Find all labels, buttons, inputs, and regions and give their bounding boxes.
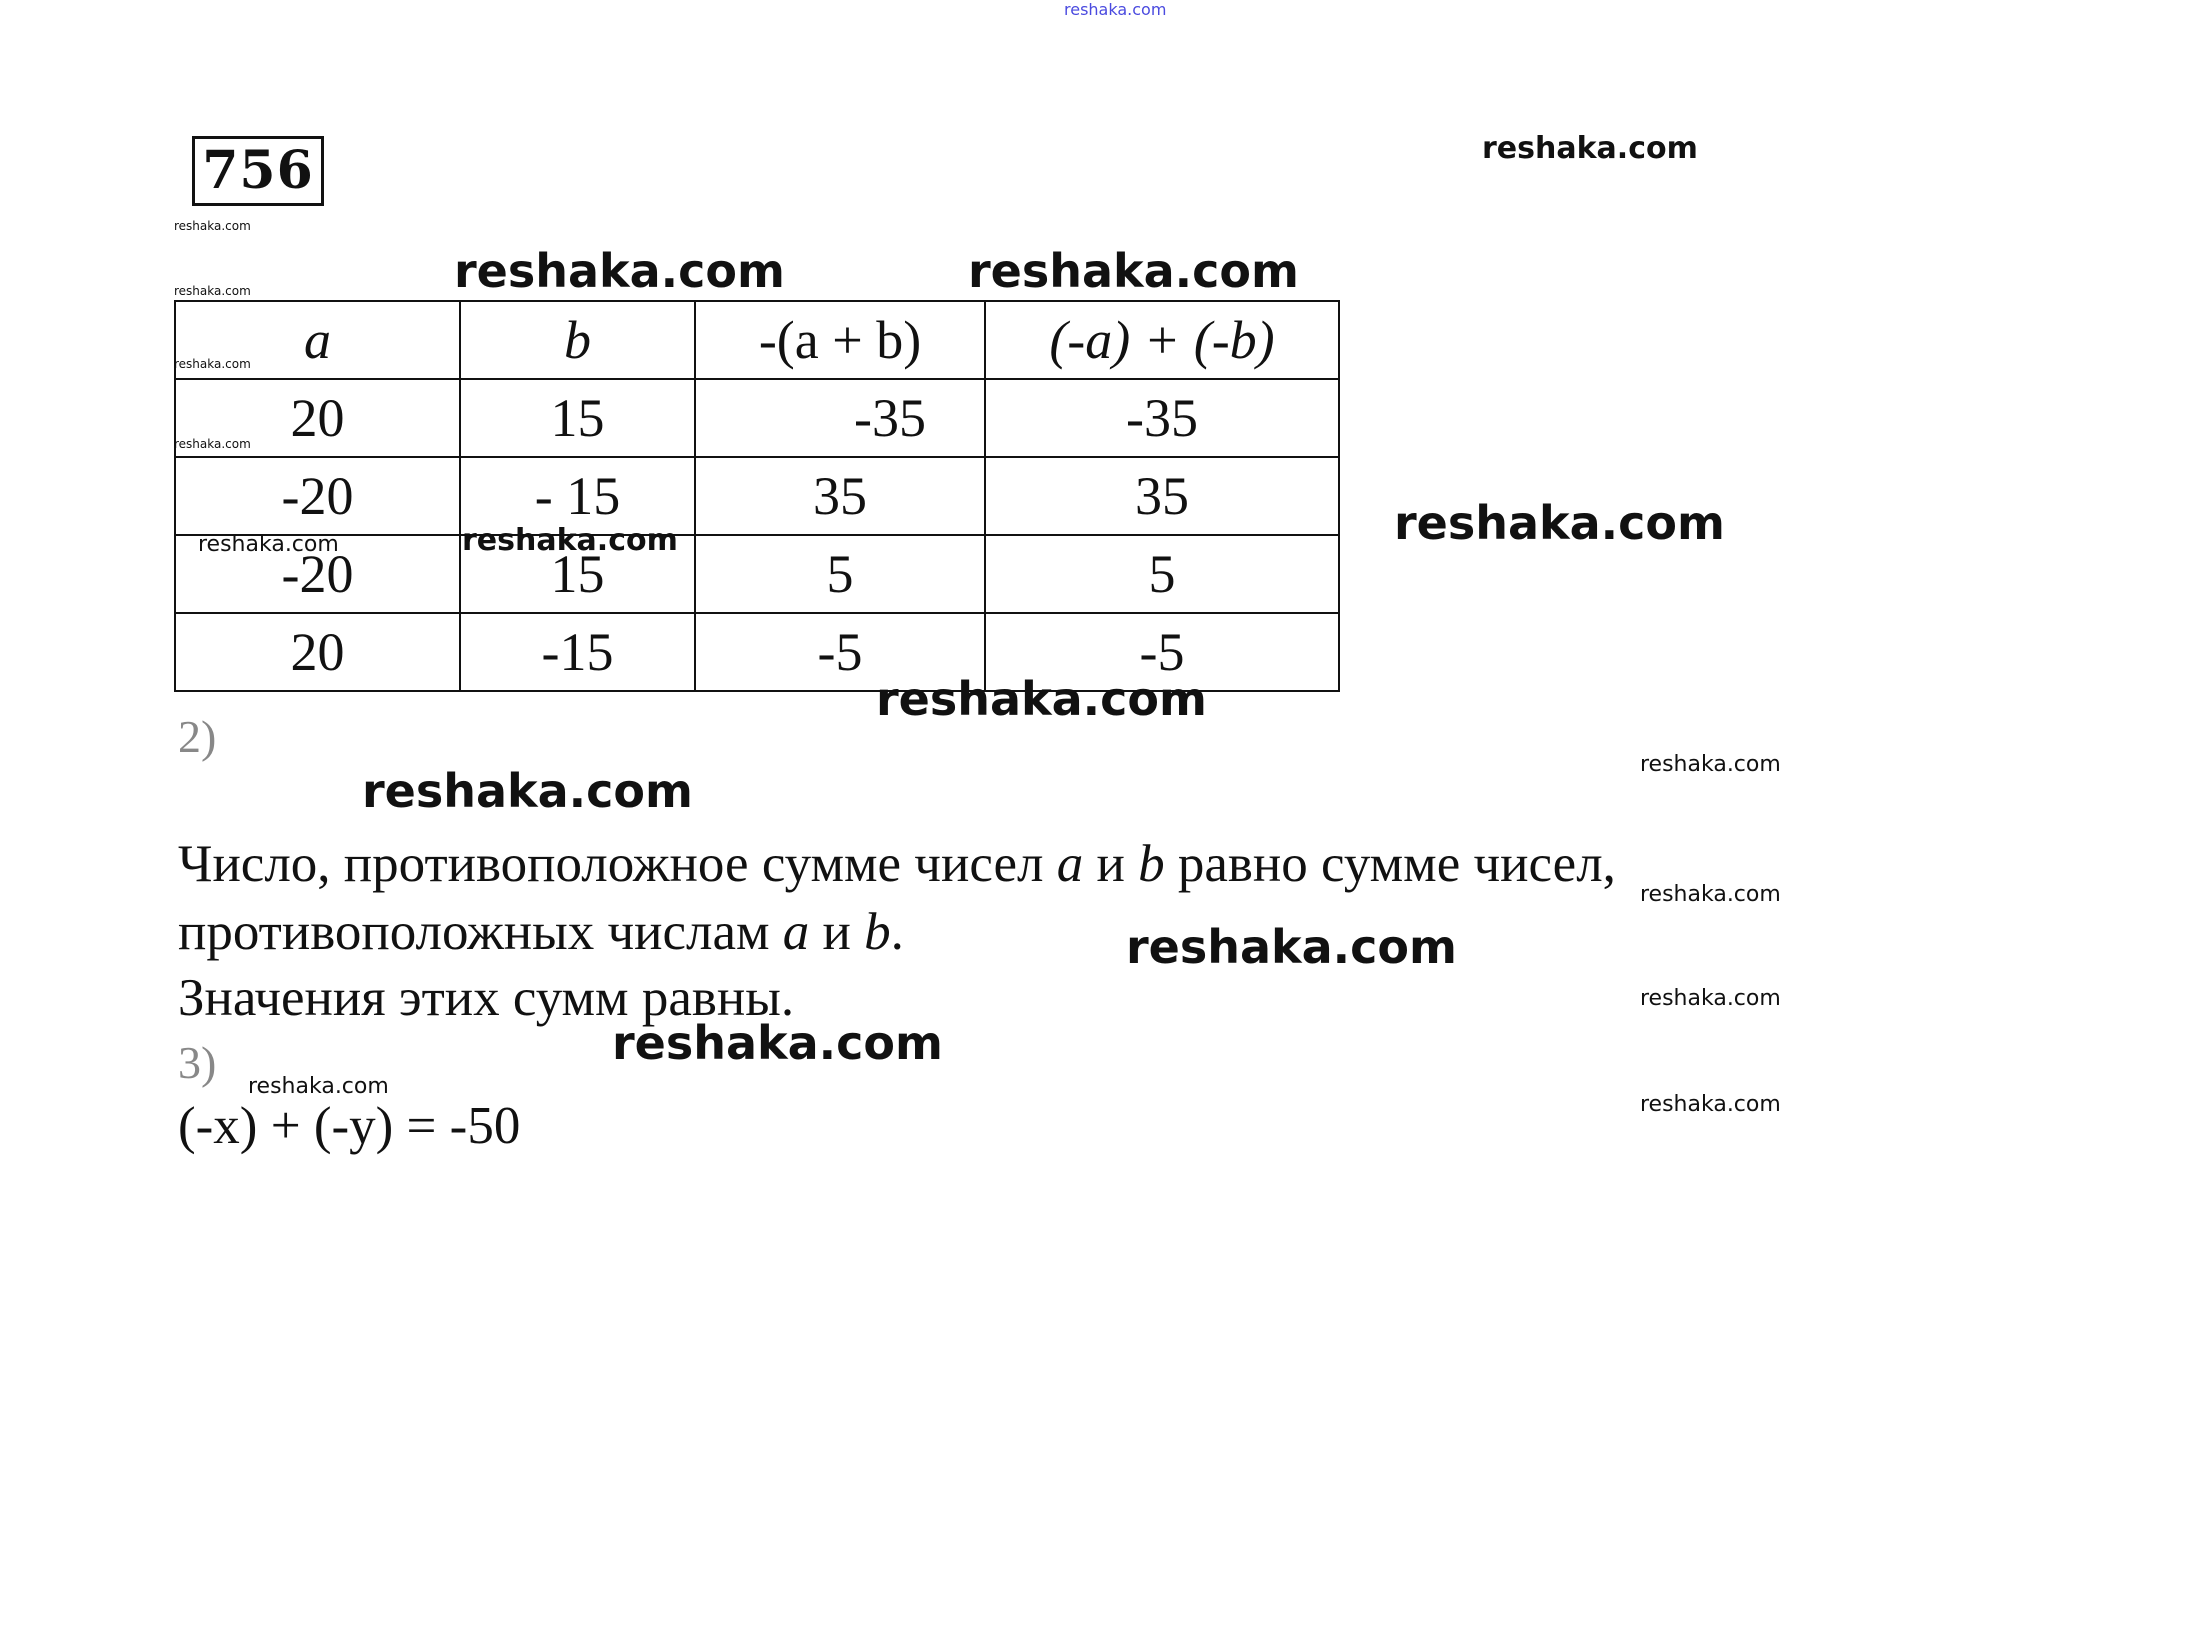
variable-a: a [1056,835,1084,893]
section-2-line-2 [178,902,904,962]
table-header-cell: (-a) + (-b) [985,301,1339,379]
table-header-cell: b [460,301,695,379]
watermark: reshaka.com [248,1074,389,1099]
watermark: reshaka.com [876,672,1207,726]
watermark: reshaka.com [612,1016,943,1070]
table-cell: 35 [985,457,1339,535]
table-cell: 5 [985,535,1339,613]
watermark: reshaka.com [1126,920,1457,974]
section-3-equation: (-x) + (-y) = -50 [178,1097,521,1155]
watermark: reshaka.com [462,523,678,558]
table-cell: -35 [695,379,985,457]
text-segment: равно сумме чисел, [1164,835,1616,893]
table-header-cell: -(a + b) [695,301,985,379]
table-header-cell: a [175,301,460,379]
text-segment: и [809,903,865,961]
table-cell: 35 [695,457,985,535]
table-cell: 20 [175,379,460,457]
text-segment: . [890,903,904,961]
watermark: reshaka.com [174,219,251,233]
watermark: reshaka.com [362,764,693,818]
table-row [175,379,1339,457]
watermark: reshaka.com [1640,882,1781,907]
table-cell: 15 [460,379,695,457]
section-2-line-1 [178,834,1616,894]
answer-table [174,300,1340,692]
table-cell: -20 [175,535,460,613]
section-3-label: 3) [178,1037,217,1088]
table-row [175,535,1339,613]
watermark: reshaka.com [968,244,1299,298]
table-cell: -5 [695,613,985,691]
watermark: reshaka.com [1640,1092,1781,1117]
table-cell: - 15 [460,457,695,535]
watermark: reshaka.com [174,437,251,451]
watermark: reshaka.com [1482,131,1698,166]
watermark: reshaka.com [198,532,339,557]
table-cell: -35 [985,379,1339,457]
watermark: reshaka.com [1640,986,1781,1011]
watermark: reshaka.com [454,244,785,298]
table-cell: 15 [460,535,695,613]
watermark-top: reshaka.com [1064,0,1167,19]
watermark: reshaka.com [1394,496,1725,550]
watermark: reshaka.com [174,357,251,371]
table-cell: 5 [695,535,985,613]
variable-b: b [1138,835,1165,893]
variable-a: a [782,903,810,961]
table-cell: -20 [175,457,460,535]
table-cell: -15 [460,613,695,691]
table-cell: 20 [175,613,460,691]
text-segment: противоположных числам [178,903,783,961]
table-row [175,457,1339,535]
watermark: reshaka.com [1640,752,1781,777]
section-2-label: 2) [178,711,217,762]
problem-number: 756 [192,136,324,206]
variable-b: b [864,903,891,961]
watermark: reshaka.com [174,284,251,298]
section-2-line-3: Значения этих сумм равны. [178,969,795,1027]
text-segment: Число, противоположное сумме чисел [178,835,1057,893]
table-header-row [175,301,1339,379]
text-segment: и [1083,835,1139,893]
table-cell: -5 [985,613,1339,691]
